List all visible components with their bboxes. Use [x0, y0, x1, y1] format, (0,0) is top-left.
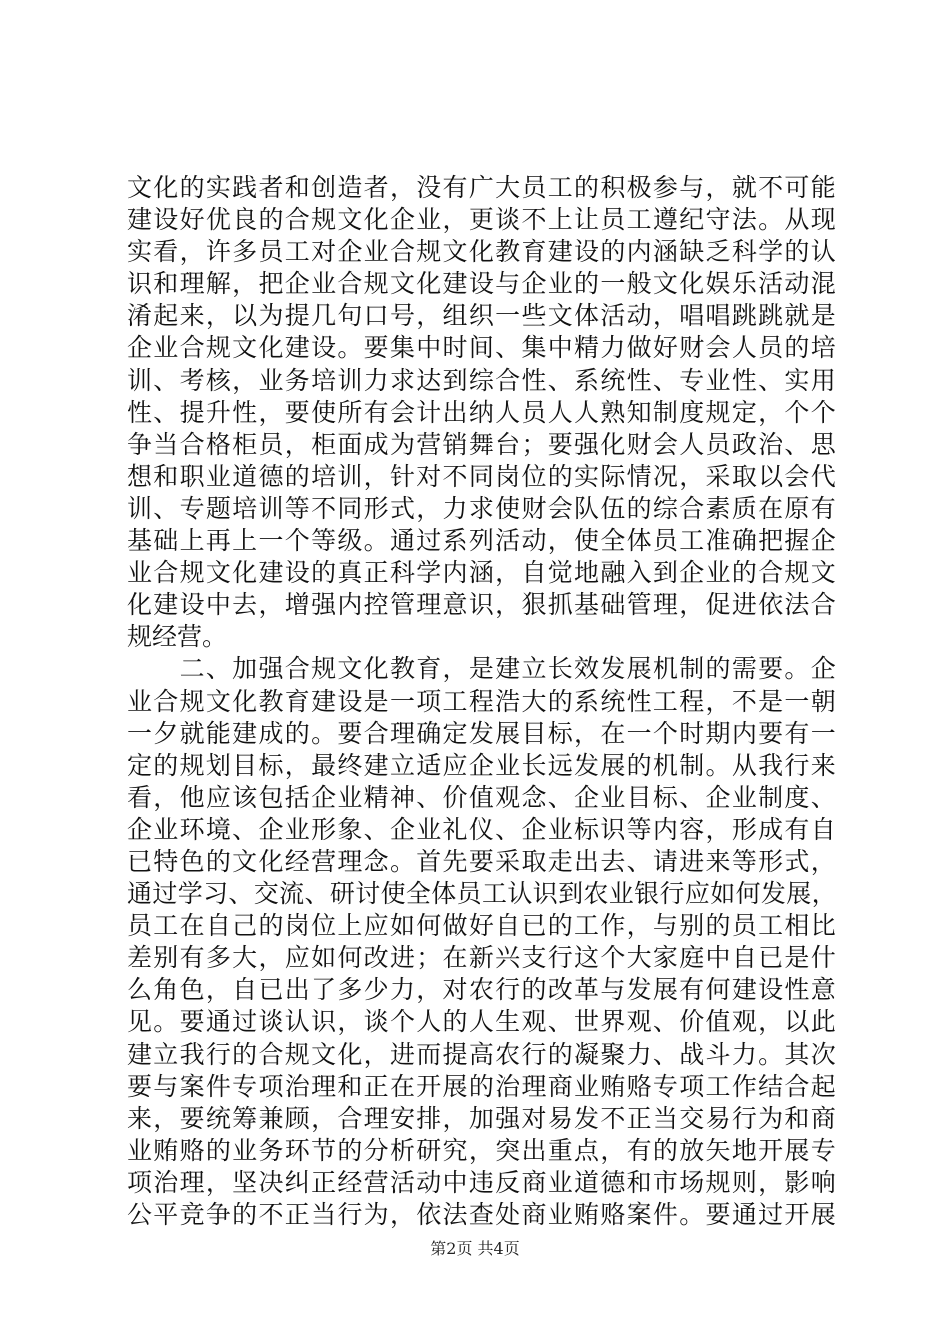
page-footer: 第2页 共4页: [430, 1239, 520, 1258]
body-text: [127, 172, 837, 1231]
text-line: 已特色的文化经营理念。首先要采取走出去、请进来等形式，: [127, 846, 838, 876]
text-line: 差别有多大，应如何改进；在新兴支行这个大家庭中自已是什: [127, 943, 838, 973]
text-line: 化建设中去，增强内控管理意识，狠抓基础管理，促进依法合: [127, 590, 838, 620]
text-line: 实看，许多员工对企业合规文化教育建设的内涵缺乏科学的认: [127, 237, 838, 267]
text-line: 规经营。: [127, 622, 228, 652]
text-line: 性、提升性，要使所有会计出纳人员人人熟知制度规定，个个: [127, 397, 838, 427]
text-line: 看，他应该包括企业精神、价值观念、企业目标、企业制度、: [127, 782, 838, 812]
text-line: 建设好优良的合规文化企业，更谈不上让员工遵纪守法。从现: [127, 205, 838, 235]
text-line: 业贿赂的业务环节的分析研究，突出重点，有的放矢地开展专: [127, 1135, 838, 1165]
text-line: 来，要统筹兼顾，合理安排，加强对易发不正当交易行为和商: [127, 1103, 838, 1133]
text-line: 项治理，坚决纠正经营活动中违反商业道德和市场规则，影响: [127, 1167, 838, 1197]
text-line: 见。要通过谈认识，谈个人的人生观、世界观、价值观，以此: [127, 1007, 838, 1037]
text-line: 业合规文化建设的真正科学内涵，自觉地融入到企业的合规文: [127, 558, 838, 588]
text-line: 训、专题培训等不同形式，力求使财会队伍的综合素质在原有: [127, 493, 838, 523]
text-line: 识和理解，把企业合规文化建设与企业的一般文化娱乐活动混: [127, 269, 838, 299]
text-line: 业合规文化教育建设是一项工程浩大的系统性工程，不是一朝: [127, 686, 838, 716]
text-line: 定的规划目标，最终建立适应企业长远发展的机制。从我行来: [127, 750, 838, 780]
text-line: 员工在自己的岗位上应如何做好自已的工作，与别的员工相比: [127, 911, 838, 941]
text-line: 二、加强合规文化教育，是建立长效发展机制的需要。企: [127, 654, 838, 684]
text-line: 想和职业道德的培训，针对不同岗位的实际情况，采取以会代: [127, 461, 838, 491]
text-line: 文化的实践者和创造者，没有广大员工的积极参与，就不可能: [127, 173, 838, 202]
text-line: 公平竞争的不正当行为，依法查处商业贿赂案件。要通过开展: [127, 1200, 838, 1229]
text-line: 通过学习、交流、研讨使全体员工认识到农业银行应如何发展，: [127, 879, 838, 909]
text-line: 训、考核，业务培训力求达到综合性、系统性、专业性、实用: [127, 365, 838, 395]
text-line: 企业合规文化建设。要集中时间、集中精力做好财会人员的培: [127, 333, 838, 363]
text-line: 争当合格柜员，柜面成为营销舞台；要强化财会人员政治、思: [127, 429, 838, 459]
text-line: 基础上再上一个等级。通过系列活动，使全体员工准确把握企: [127, 526, 838, 556]
text-line: 淆起来，以为提几句口号，组织一些文体活动，唱唱跳跳就是: [127, 301, 838, 331]
text-line: 企业环境、企业形象、企业礼仪、企业标识等内容，形成有自: [127, 814, 838, 844]
text-line: 要与案件专项治理和正在开展的治理商业贿赂专项工作结合起: [127, 1071, 838, 1101]
text-line: 一夕就能建成的。要合理确定发展目标，在一个时期内要有一: [127, 718, 838, 748]
text-line: 么角色，自已出了多少力，对农行的改革与发展有何建设性意: [127, 975, 838, 1005]
text-line: 建立我行的合规文化，进而提高农行的凝聚力、战斗力。其次: [127, 1039, 838, 1069]
